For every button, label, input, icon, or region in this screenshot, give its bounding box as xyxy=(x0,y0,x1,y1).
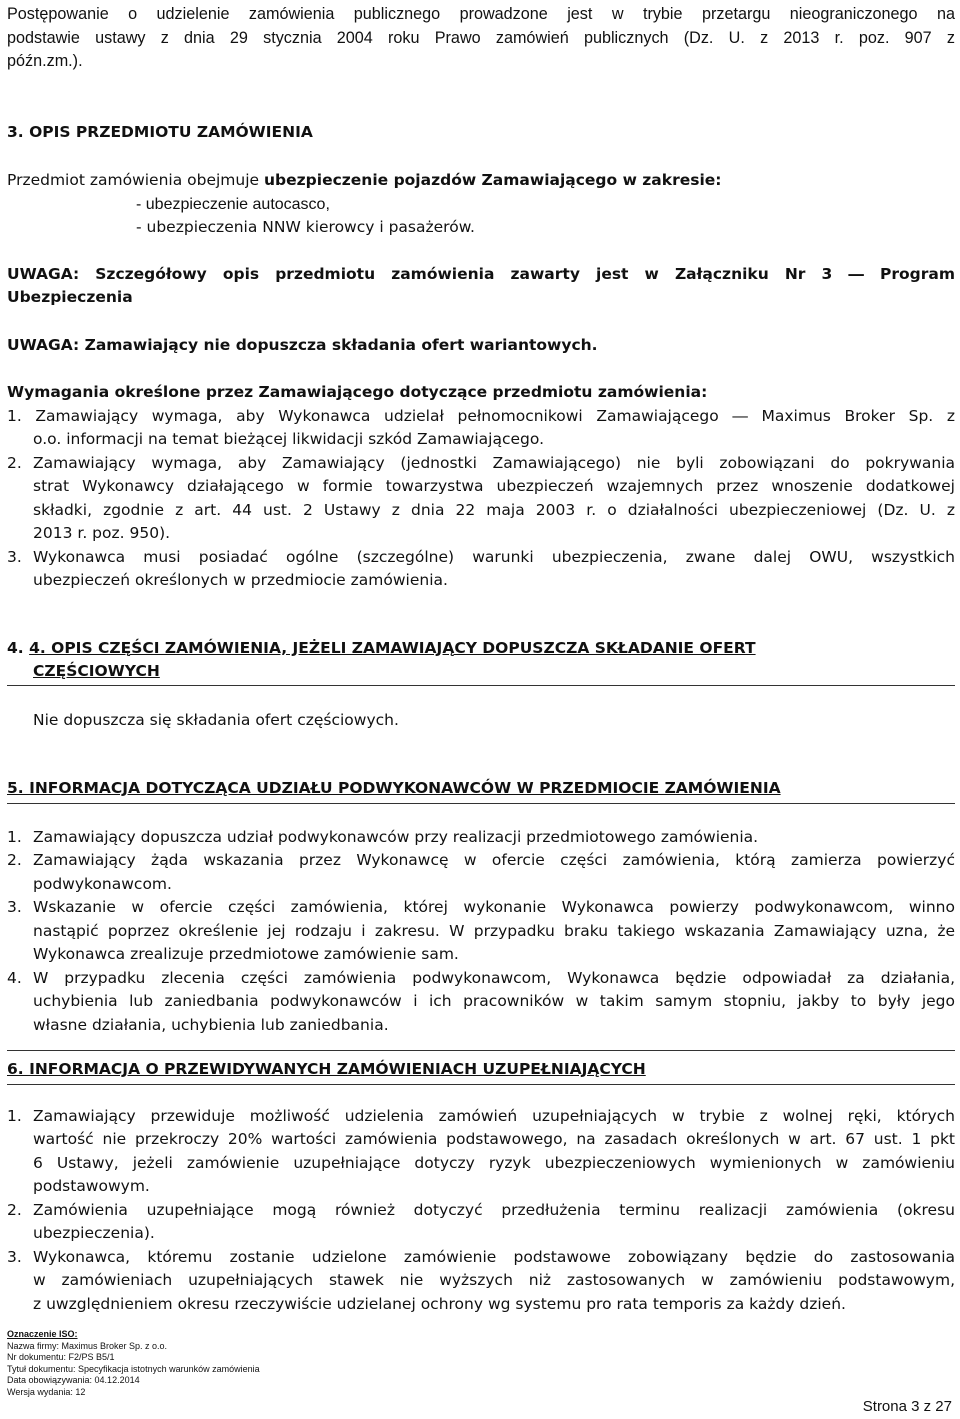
item-number: 1. xyxy=(7,827,22,846)
intro-line: Postępowanie o udzielenie zamówienia publicznego prowadzone jest w trybie przetargu nieograniczonego na xyxy=(7,5,955,23)
item-line: W przypadku zlecenia części zamówienia podwykonawcom, Wykonawca będzie odpowiadał za działania, xyxy=(33,968,955,987)
section-number: 4. xyxy=(7,638,30,657)
footer-doctitle: Tytuł dokumentu: Specyfikacja istotnych warunków zamówienia xyxy=(7,1363,260,1374)
supplementary-item xyxy=(7,1105,955,1199)
item-line: Zamawiający dopuszcza udział podwykonawców przy realizacji przedmiotowego zamówienia. xyxy=(33,827,759,846)
item-line: własne działania, uchybienia lub zaniedbania. xyxy=(33,1015,389,1034)
item-line: Wykonawca zrealizuje przedmiotowe zamówienie sam. xyxy=(33,945,459,963)
footer-firm: Nazwa firmy: Maximus Broker Sp. z o.o. xyxy=(7,1340,168,1351)
intro-line: późn.zm.). xyxy=(7,52,83,70)
iso-footer xyxy=(7,1329,260,1398)
supplementary-item xyxy=(7,1246,955,1317)
divider xyxy=(7,1084,955,1085)
item-line: nastąpić poprzez określenie jej rodzaju i zakresu. W przypadku braku takiego wskazania Zamawiający uzna, że xyxy=(33,921,955,940)
requirement-line: o.o. informacji na temat bieżącej likwidacji szkód Zamawiającego. xyxy=(33,430,544,448)
requirement-line: 2013 r. poz. 950). xyxy=(33,524,171,542)
requirements-heading: Wymagania określone przez Zamawiającego dotyczące przedmiotu zamówienia: xyxy=(7,383,708,401)
subject-item: - ubezpieczenia NNW kierowcy i pasażerów. xyxy=(136,218,475,236)
item-line: wartość nie przekroczy 20% wartości zamówienia podstawowego, na zasadach określonych w art. 67 ust. 1 pkt xyxy=(33,1130,955,1148)
subcontractor-item xyxy=(7,967,955,1038)
subject-paragraph xyxy=(7,169,955,193)
divider xyxy=(7,685,955,686)
item-number: 2. xyxy=(7,851,22,869)
item-line: podwykonawcom. xyxy=(33,874,172,893)
section-4-text: Nie dopuszcza się składania ofert częściowych. xyxy=(33,710,399,729)
subcontractor-item xyxy=(7,849,955,896)
section-4-heading-line: CZĘŚCIOWYCH xyxy=(33,662,160,680)
subcontractor-item xyxy=(7,896,955,967)
requirement-line: składki, zgodnie z art. 44 ust. 2 Ustawy z dnia 22 maja 2003 r. o działalności ubezpieczeniowej (Dz. U. z xyxy=(33,500,955,519)
note-line: Ubezpieczenia xyxy=(7,288,133,306)
subcontractor-item xyxy=(7,826,955,850)
subject-bold: ubezpieczenie pojazdów Zamawiającego w zakresie: xyxy=(264,171,722,189)
subject-prefix: Przedmiot zamówienia obejmuje xyxy=(7,171,264,189)
item-line: w zamówieniach uzupełniających stawek nie wyższych niż zastosowanych w zamówieniu podstawowym, xyxy=(33,1271,955,1289)
supplementary-item xyxy=(7,1199,955,1246)
requirement-line: 1. Zamawiający wymaga, aby Wykonawca udzielał pełnomocnikowi Zamawiającego ― Maximus Broker Sp. z xyxy=(7,406,955,425)
section-5-heading: 5. INFORMACJA DOTYCZĄCA UDZIAŁU PODWYKONAWCÓW W PRZEDMIOCIE ZAMÓWIENIA xyxy=(7,779,781,797)
item-line: podstawowym. xyxy=(33,1177,150,1195)
requirement-line: Wykonawca musi posiadać ogólne (szczególne) warunki ubezpieczenia, zwane dalej OWU, wszystkich xyxy=(33,547,955,566)
intro-line: podstawie ustawy z dnia 29 stycznia 2004 roku Prawo zamówień publicznych (Dz. U. z 2013 r. poz. 907 z xyxy=(7,28,955,47)
item-line: Zamówienia uzupełniające mogą również dotyczyć przedłużenia terminu realizacji zamówienia (okresu xyxy=(33,1200,955,1219)
footer-version: Wersja wydania: 12 xyxy=(7,1386,86,1397)
divider xyxy=(7,1050,955,1051)
requirement-line: strat Wykonawcy działającego w formie towarzystwa ubezpieczeń wzajemnych przez wnoszenie dodatkowej xyxy=(33,477,955,495)
item-line: uchybienia lub zaniedbania podwykonawców i ich pracowników w takim samym stopniu, jakby to były jego xyxy=(33,992,955,1010)
item-number: 2. xyxy=(7,1200,22,1219)
footer-title: Oznaczenie ISO: xyxy=(7,1329,78,1339)
requirement-item xyxy=(7,452,955,546)
item-number: 3. xyxy=(7,547,22,566)
item-number: 3. xyxy=(7,1247,22,1266)
requirement-item xyxy=(7,546,955,593)
requirement-line: ubezpieczeń określonych w przedmiocie zamówienia. xyxy=(33,571,448,589)
section-6-heading: 6. INFORMACJA O PRZEWIDYWANYCH ZAMÓWIENIACH UZUPEŁNIAJĄCYCH xyxy=(7,1060,646,1078)
item-number: 2. xyxy=(7,453,22,472)
subject-item: - ubezpieczenie autocasco, xyxy=(136,195,330,213)
item-line: ubezpieczenia). xyxy=(33,1224,155,1242)
item-line: Zamawiający żąda wskazania przez Wykonawcę w ofercie części zamówienia, którą zamierza powierzyć xyxy=(33,851,955,869)
page-number: Strona 3 z 27 xyxy=(862,1398,952,1415)
note-line: UWAGA: Szczegółowy opis przedmiotu zamówienia zawarty jest w Załączniku Nr 3 ― Program xyxy=(7,264,955,283)
section-4-heading xyxy=(7,637,955,684)
item-line: 6 Ustawy, jeżeli zamówienie uzupełniające dotyczy ryzyk ubezpieczeniowych wymienionych w zamówieniu xyxy=(33,1153,955,1172)
section-3-heading: 3. OPIS PRZEDMIOTU ZAMÓWIENIA xyxy=(7,122,313,141)
divider xyxy=(7,803,955,804)
item-number: 4. xyxy=(7,968,22,987)
footer-date: Data obowiązywania: 04.12.2014 xyxy=(7,1375,140,1385)
footer-docno: Nr dokumentu: F2/PS B5/1 xyxy=(7,1352,115,1362)
item-line: Zamawiający przewiduje możliwość udzielenia zamówień uzupełniających w trybie z wolnej ręki, których xyxy=(33,1106,955,1125)
document-page xyxy=(7,3,955,1316)
requirement-line: Zamawiający wymaga, aby Zamawiający (jednostki Zamawiającego) nie byli zobowiązani do pokrywania xyxy=(33,453,955,472)
section-4-title: 4. OPIS CZĘŚCI ZAMÓWIENIA, JEŻELI ZAMAWIAJĄCY DOPUSZCZA SKŁADANIE OFERT xyxy=(29,638,756,657)
section-4-heading-line xyxy=(7,637,955,661)
item-number: 3. xyxy=(7,898,22,916)
item-line: Wskazanie w ofercie części zamówienia, której wykonanie Wykonawca powierzy podwykonawcom, winno xyxy=(33,898,955,916)
item-line: Wykonawca, któremu zostanie udzielone zamówienie podstawowe zobowiązany będzie do zastosowania xyxy=(33,1247,955,1266)
item-line: z uwzględnieniem okresu rzeczywiście udzielanej ochrony wg systemu pro rata temporis za każdy dzień. xyxy=(33,1294,846,1313)
note-no-variants: UWAGA: Zamawiający nie dopuszcza składania ofert wariantowych. xyxy=(7,335,598,354)
item-number: 1. xyxy=(7,1106,22,1125)
